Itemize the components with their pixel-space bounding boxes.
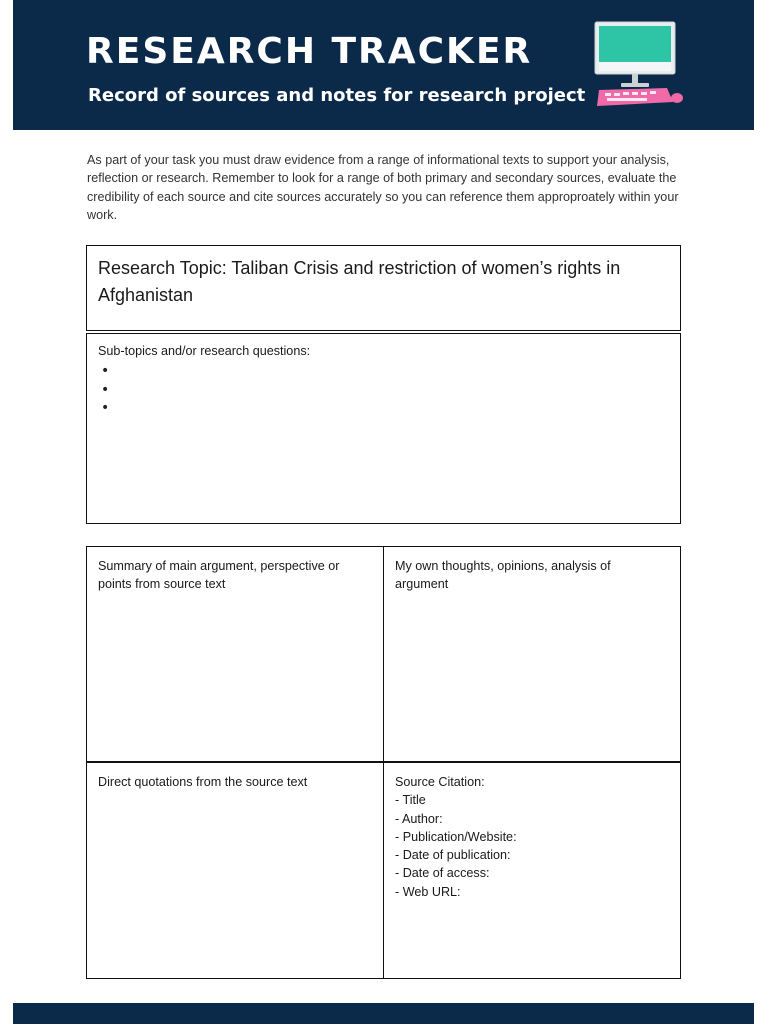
subtopics-list [101,362,109,418]
subtopics-box[interactable] [86,333,681,524]
page-subtitle: Record of sources and notes for research project [88,85,586,106]
citation-item: - Date of publication: [395,848,511,863]
citation-item: - Title [395,793,426,808]
citation-item: - Date of access: [395,866,490,881]
bullet-item[interactable]: • [101,381,110,398]
citation-list [395,791,665,901]
notes-grid [86,546,681,979]
header-banner [13,0,754,130]
summary-cell[interactable]: Summary of main argument, perspective or points from source text [98,559,340,592]
citation-item: - Web URL: [395,884,461,899]
computer-icon [581,20,685,112]
bullet-item[interactable]: • [101,400,110,416]
citation-item: - Publication/Website: [395,829,517,844]
footer-bar [13,1003,754,1024]
research-topic: Research Topic: Taliban Crisis and restriction of women’s rights in Afghanistan [98,258,621,305]
research-topic-box[interactable] [86,245,681,331]
page-title: RESEARCH TRACKER [86,31,533,72]
bullet-item[interactable]: • [101,363,110,379]
citation-item: - Author: [395,811,443,826]
subtopics-label: Sub-topics and/or research questions: [98,344,311,358]
intro-text: As part of your task you must draw evidence from a range of informational texts to support your analysis, reflection or research. Remember to look for a range of both primary and secondary sources, evaluate the credibility of each source and cite sources accurately so you can reference them approproately within your work. [87,153,679,222]
grid-divider-vertical [383,547,385,978]
citation-heading: Source Citation: [395,775,485,789]
quotations-cell[interactable]: Direct quotations from the source text [98,775,308,789]
citation-cell[interactable] [395,773,665,901]
grid-divider-horizontal [87,761,680,763]
thoughts-cell[interactable]: My own thoughts, opinions, analysis of argument [395,559,611,592]
